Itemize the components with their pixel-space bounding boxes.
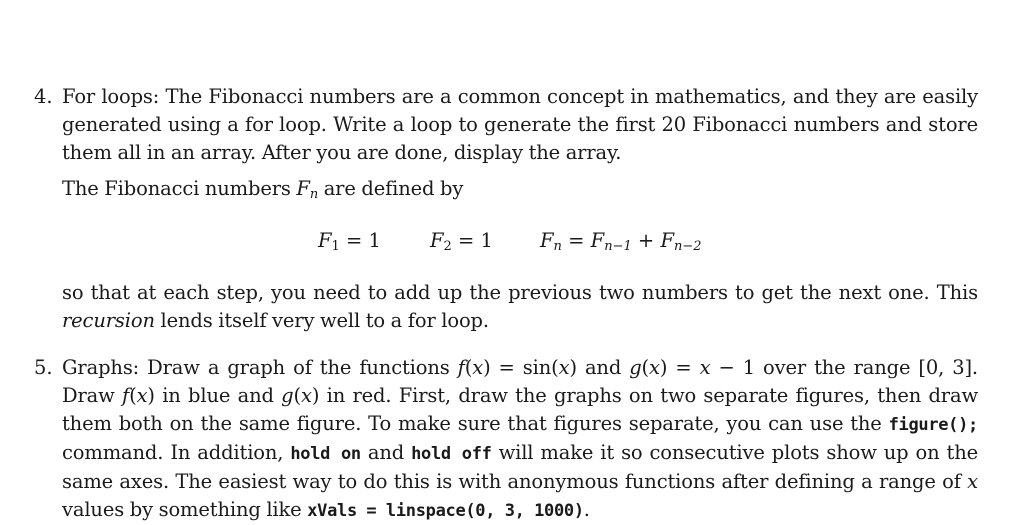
p5-text-1: Graphs: Draw a graph of the functions: [62, 356, 458, 379]
p5-g-2: g: [281, 384, 294, 407]
p5-x-4: x: [699, 356, 711, 379]
recursion-emphasis: recursion: [62, 309, 155, 332]
definition-sub: n: [309, 187, 319, 202]
p5-x-3: x: [649, 356, 660, 379]
eq3-lhs: F: [540, 229, 554, 252]
p5-text-5: ) in red. First, draw the graphs on two separate figures, then draw them both on the same figure. To make sure that figures separate, you can use the: [62, 384, 978, 435]
problem-5-number: 5.: [34, 356, 53, 379]
eq1-sub: 1: [331, 239, 340, 254]
eq2-rhs: = 1: [451, 229, 493, 252]
eq1-lhs: F: [318, 229, 332, 252]
p5-text-9: values by something like: [62, 498, 308, 521]
definition-var: F: [296, 177, 310, 200]
definition-text: The Fibonacci numbers: [62, 177, 297, 200]
p5-x-1: x: [472, 356, 484, 379]
equation-f2: [430, 226, 493, 256]
recursion-text-b: lends itself very well to a for loop.: [154, 309, 489, 332]
p5-text-6: command. In addition,: [62, 441, 291, 464]
eq3-sub2: n−1: [604, 239, 632, 254]
eq1-rhs: = 1: [339, 229, 381, 252]
p5-sin: ) = sin(: [483, 356, 559, 379]
eq3-sub: n: [553, 239, 562, 254]
eq2-lhs: F: [430, 229, 444, 252]
p5-x-5: x: [136, 384, 148, 407]
eq3-sub3: n−2: [674, 239, 702, 254]
p5-f-1: f: [457, 356, 465, 379]
recursion-text-a: so that at each step, you need to add up the previous two numbers to get the next one. This: [62, 281, 978, 304]
code-figure: figure();: [888, 415, 978, 435]
problem-4-definition-line: [62, 175, 978, 203]
eq2-sub: 2: [443, 239, 452, 254]
problem-5-paragraph: Graphs: Draw a graph of the functions f(x) = sin(x) and g(x) = x − 1 over the range [0, 3]. Draw f(x) in blue and g(x) in red. First, draw the graphs on two separate figures, then draw them both on the same figure. To make sure that figures separate, you can use the figure(); command. In addition, hold on and hold off will make it so consecutive plots show up on the same axes. The easiest way to do this is with anonymous functions after defining a range of x values by something like xVals = linspace(0, 3, 1000).: [62, 356, 978, 521]
problem-4-intro: For loops: The Fibonacci numbers are a common concept in mathematics, and they are easily generated using a for loop. Write a loop to generate the first 20 Fibonacci numbers and store them all in an array. After you are done, display the array.: [62, 85, 978, 164]
p5-text-3: Draw: [62, 384, 123, 407]
definition-suffix: are defined by: [318, 177, 464, 200]
p5-text-4: ) in blue and: [147, 384, 282, 407]
p5-g-1: g: [629, 356, 642, 379]
problem-4-number: 4.: [34, 85, 53, 108]
p5-range: − 1 over the range [0, 3].: [710, 356, 978, 379]
p5-x-2: x: [558, 356, 570, 379]
p5-text-8: will make it so consecutive plots show up on the same axes. The easiest way to do this is with anonymous functions after defining a range of: [62, 441, 978, 493]
code-hold-off: hold off: [411, 444, 492, 464]
p5-x-6: x: [300, 384, 312, 407]
eq3-mid1: = F: [561, 229, 605, 252]
p5-f-2: f: [122, 384, 130, 407]
problem-4-recursion-paragraph: [62, 279, 978, 335]
p5-eq-lin: ) =: [659, 356, 700, 379]
equation-fn-recurrence: [540, 226, 702, 256]
p5-x-7: x: [967, 470, 978, 493]
eq3-mid2: + F: [631, 229, 675, 252]
code-hold-on: hold on: [290, 444, 361, 464]
equation-f1: [318, 226, 381, 256]
p5-text-10: .: [583, 498, 590, 521]
p5-text-2: ) and: [569, 356, 630, 379]
p5-text-7: and: [360, 441, 412, 464]
code-linspace: xVals = linspace(0, 3, 1000): [307, 501, 584, 521]
